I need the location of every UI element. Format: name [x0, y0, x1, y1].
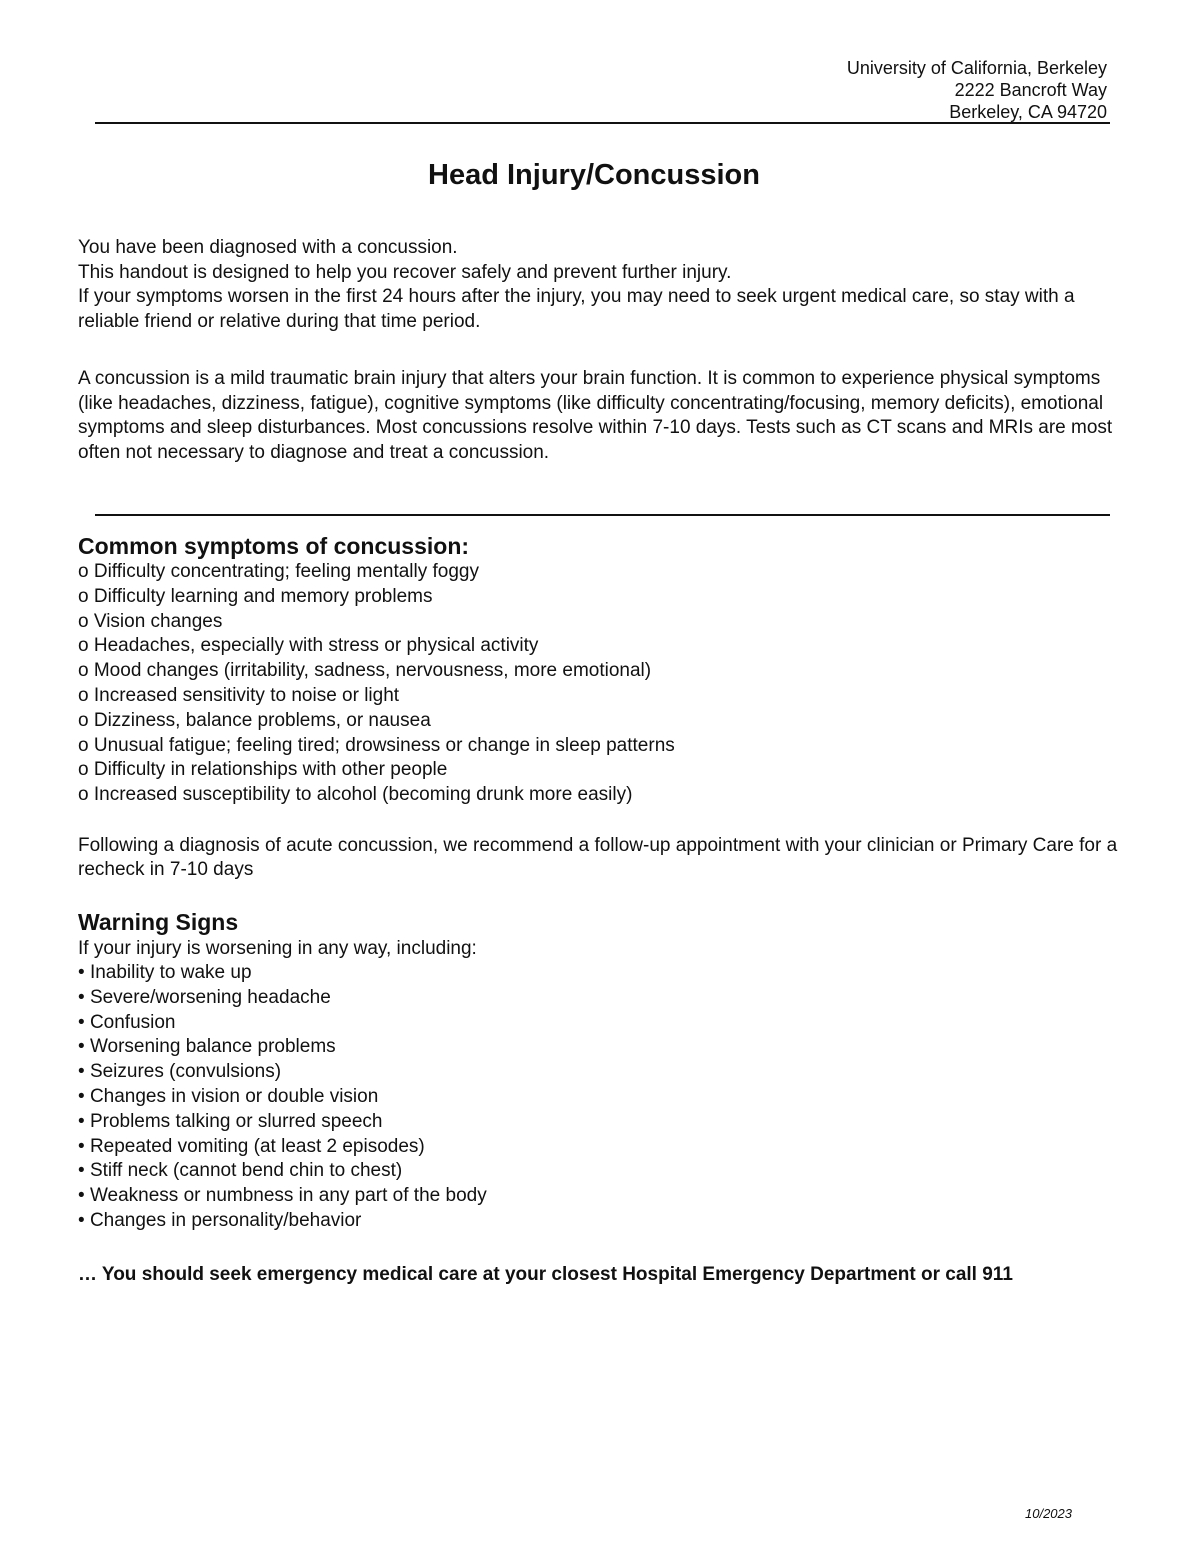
warning-text: Problems talking or slurred speech: [89, 1110, 383, 1132]
bullet-marker: •: [78, 1110, 85, 1132]
bullet-marker: •: [78, 1185, 85, 1207]
symptom-item: [78, 585, 1118, 610]
symptom-item: [78, 560, 1118, 585]
page-title: Head Injury/Concussion: [428, 159, 760, 191]
symptom-item: [78, 758, 1118, 783]
warning-item: [78, 1035, 1118, 1060]
warning-item: [78, 1060, 1118, 1085]
warning-text: Seizures (convulsions): [89, 1061, 282, 1083]
list-marker: o: [78, 734, 89, 756]
warning-item: [78, 961, 1118, 986]
symptom-text: Mood changes (irritability, sadness, nervousness, more emotional): [93, 660, 652, 682]
warning-text: Inability to wake up: [89, 962, 252, 983]
intro-section: [78, 236, 1118, 334]
warning-text: Worsening balance problems: [89, 1036, 336, 1058]
list-marker: o: [78, 684, 89, 706]
list-marker: o: [78, 660, 89, 682]
warning-text: Severe/worsening headache: [89, 986, 331, 1008]
symptom-text: Difficulty in relationships with other people: [93, 759, 448, 781]
warning-text: Confusion: [89, 1011, 176, 1033]
emergency-instruction: … You should seek emergency medical care at your closest Hospital Emergency Department or call 911: [78, 1264, 1013, 1285]
symptom-text: Increased sensitivity to noise or light: [93, 684, 400, 706]
concussion-description: A concussion is a mild traumatic brain injury that alters your brain function. It is common to experience physical symptoms (like headaches, dizziness, fatigue), cognitive symptoms (like difficulty concentrating/focusing, memory deficits), emotional symptoms and sleep disturbances. Most concussions resolve within 7-10 days. Tests such as CT scans and MRIs are most often not necessary to diagnose and treat a concussion.: [78, 368, 1113, 463]
warning-item: [78, 986, 1118, 1011]
symptoms-section: [78, 532, 1118, 808]
symptom-item: [78, 734, 1118, 759]
warning-text: Repeated vomiting (at least 2 episodes): [89, 1135, 425, 1157]
warning-item: [78, 1184, 1118, 1209]
bullet-marker: •: [78, 1036, 85, 1058]
list-marker: o: [78, 784, 89, 806]
warning-item: [78, 1159, 1118, 1184]
symptom-text: Dizziness, balance problems, or nausea: [93, 709, 431, 731]
bullet-marker: •: [78, 1061, 85, 1083]
intro-line-diagnosis: You have been diagnosed with a concussion.: [78, 237, 458, 258]
symptom-text: Difficulty concentrating; feeling mentally foggy: [93, 561, 479, 582]
address-line-city: Berkeley, CA 94720: [949, 102, 1107, 122]
symptom-item: [78, 684, 1118, 709]
symptom-text: Unusual fatigue; feeling tired; drowsiness or change in sleep patterns: [93, 734, 675, 756]
warning-item: [78, 1085, 1118, 1110]
symptom-item: [78, 659, 1118, 684]
followup-recommendation: Following a diagnosis of acute concussion, we recommend a follow-up appointment with your clinician or Primary Care for a recheck in 7-10 days: [78, 835, 1118, 880]
warning-signs-list: [78, 961, 1118, 1234]
warning-signs-intro: If your injury is worsening in any way, including:: [78, 938, 477, 959]
warning-text: Stiff neck (cannot bend chin to chest): [89, 1160, 403, 1182]
revision-date: 10/2023: [1025, 1506, 1072, 1521]
list-marker: o: [78, 585, 89, 607]
symptom-item: [78, 610, 1118, 635]
address-line-street: 2222 Bancroft Way: [954, 80, 1107, 100]
symptom-item: [78, 634, 1118, 659]
symptoms-heading: Common symptoms of concussion:: [78, 533, 470, 559]
warning-item: [78, 1209, 1118, 1234]
header-address: [847, 57, 1107, 123]
bullet-marker: •: [78, 1135, 85, 1157]
bullet-marker: •: [78, 986, 85, 1008]
symptom-item: [78, 709, 1118, 734]
section-divider: [95, 514, 1110, 516]
list-marker: o: [78, 759, 89, 781]
warning-text: Changes in vision or double vision: [89, 1085, 379, 1107]
warning-item: [78, 1011, 1118, 1036]
list-marker: o: [78, 635, 89, 657]
warning-text: Changes in personality/behavior: [89, 1209, 362, 1231]
warning-signs-heading: Warning Signs: [78, 909, 239, 935]
bullet-marker: •: [78, 1209, 85, 1231]
bullet-marker: •: [78, 962, 85, 983]
bullet-marker: •: [78, 1160, 85, 1182]
warning-item: [78, 1135, 1118, 1160]
intro-line-urgent-care: If your symptoms worsen in the first 24 hours after the injury, you may need to seek urgent medical care, so stay with a reliable friend or relative during that time period.: [78, 286, 1075, 332]
symptoms-list: [78, 560, 1118, 808]
bullet-marker: •: [78, 1085, 85, 1107]
bullet-marker: •: [78, 1011, 85, 1033]
symptom-text: Difficulty learning and memory problems: [93, 585, 433, 607]
list-marker: o: [78, 561, 89, 582]
symptom-text: Headaches, especially with stress or physical activity: [93, 635, 539, 657]
list-marker: o: [78, 610, 89, 632]
warning-text: Weakness or numbness in any part of the body: [89, 1185, 487, 1207]
warning-item: [78, 1110, 1118, 1135]
address-line-university: University of California, Berkeley: [846, 58, 1107, 78]
symptom-item: [78, 783, 1118, 808]
warning-signs-section: [78, 908, 1118, 1234]
intro-line-purpose: This handout is designed to help you recover safely and prevent further injury.: [78, 261, 732, 283]
list-marker: o: [78, 709, 89, 731]
symptom-text: Increased susceptibility to alcohol (becoming drunk more easily): [93, 784, 633, 806]
symptom-text: Vision changes: [93, 610, 223, 632]
header-divider: [95, 122, 1110, 124]
